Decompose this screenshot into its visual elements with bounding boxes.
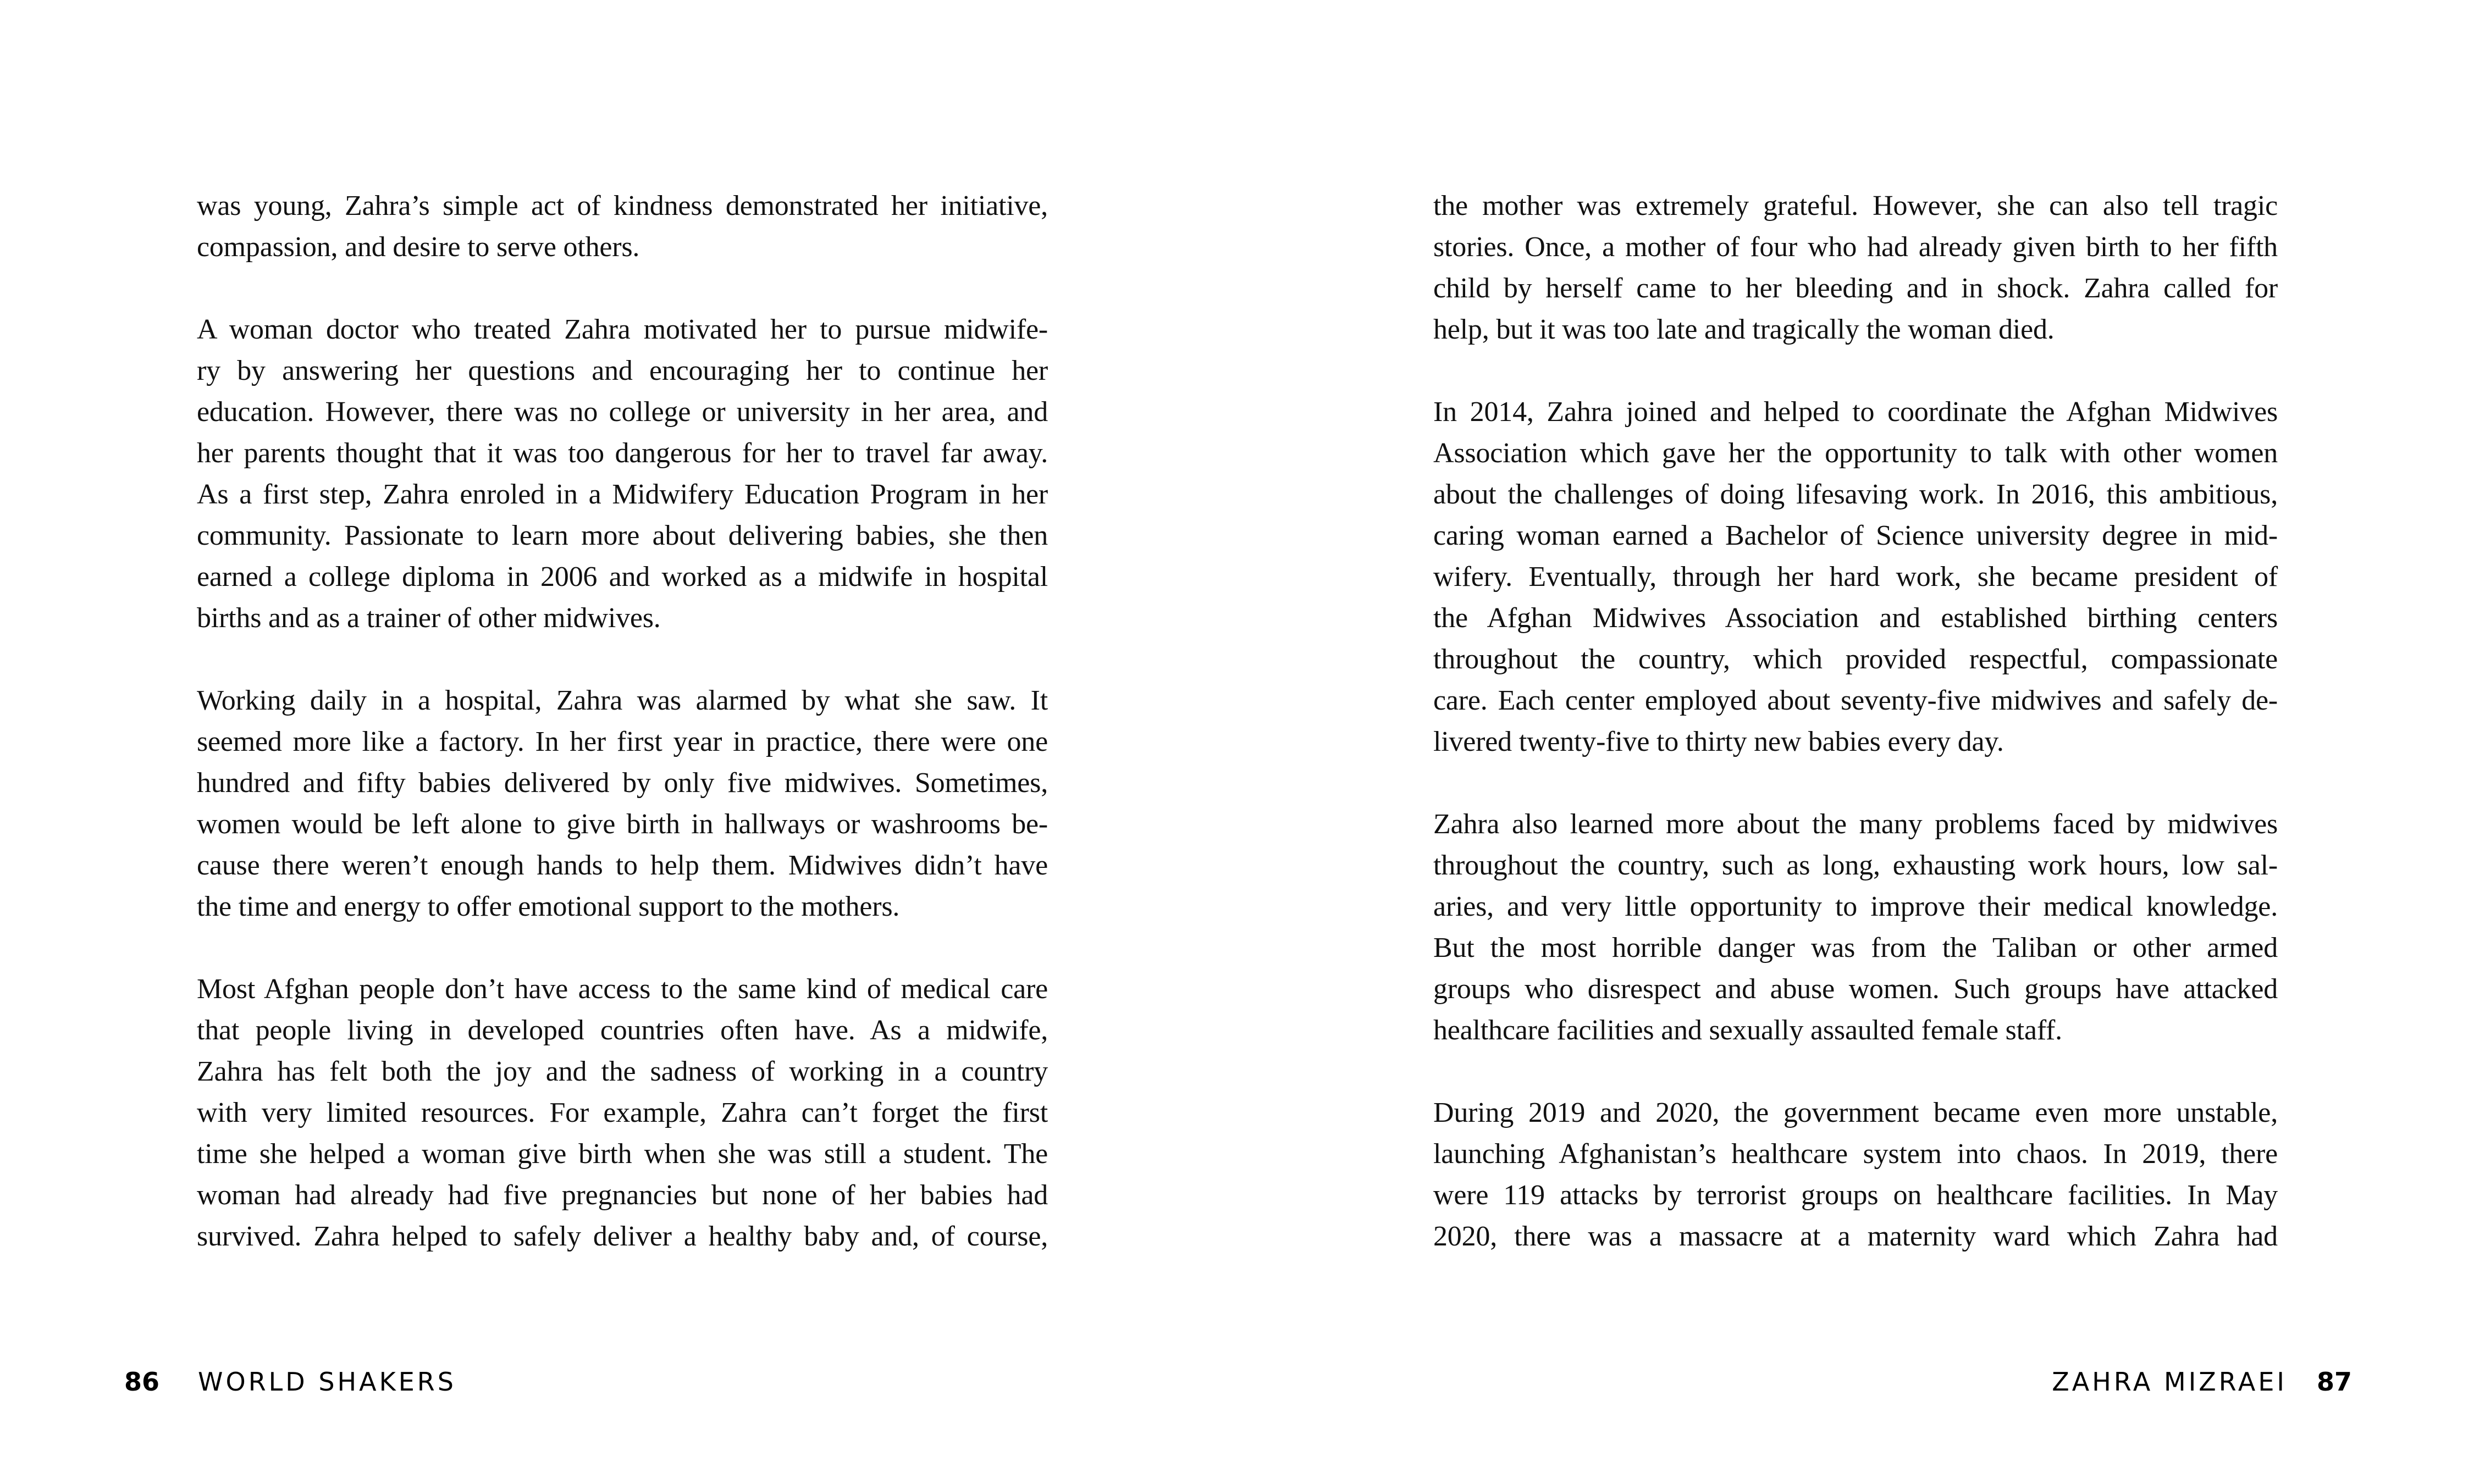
text-line: women would be left alone to give birth in hallways or washrooms be- [197,809,1048,840]
text-line: hundred and fifty babies delivered by only five midwives. Sometimes, [197,767,1048,799]
text-line: time she helped a woman give birth when she was still a student. The [197,1138,1048,1170]
text-line: survived. Zahra helped to safely deliver a healthy baby and, of course, [197,1221,1048,1252]
text-line: with very limited resources. For example, Zahra can’t forget the first [197,1097,1048,1128]
paragraph [1433,185,2278,350]
text-line: During 2019 and 2020, the government became even more unstable, [1433,1097,2278,1128]
text-line: Zahra also learned more about the many problems faced by midwives [1433,809,2278,840]
text-line: healthcare facilities and sexually assaulted female staff. [1433,1015,2062,1046]
paragraph [1433,1092,2278,1257]
right-text-column [1433,185,2278,1298]
text-line: help, but it was too late and tragically the woman died. [1433,314,2055,345]
text-line: throughout the country, such as long, exhausting work hours, low sal- [1433,850,2278,881]
text-line: In 2014, Zahra joined and helped to coordinate the Afghan Midwives [1433,396,2278,428]
text-line: 2020, there was a massacre at a maternity ward which Zahra had [1433,1221,2278,1252]
text-line: Association which gave her the opportunity to talk with other women [1433,438,2278,469]
text-line: As a first step, Zahra enroled in a Midwifery Education Program in her [197,479,1048,510]
text-line: Most Afghan people don’t have access to the same kind of medical care [197,973,1048,1005]
text-line: about the challenges of doing lifesaving work. In 2016, this ambitious, [1433,479,2278,510]
text-line: livered twenty-five to thirty new babies every day. [1433,726,2004,757]
text-line: groups who disrespect and abuse women. Such groups have attacked [1433,973,2278,1005]
text-line: caring woman earned a Bachelor of Science university degree in mid- [1433,520,2278,551]
text-line: A woman doctor who treated Zahra motivated her to pursue midwife- [197,314,1048,345]
text-line: the time and energy to offer emotional support to the mothers. [197,891,900,922]
text-line: But the most horrible danger was from the Taliban or other armed [1433,932,2278,964]
paragraph [1433,804,2278,1051]
paragraph [197,968,1048,1257]
text-line: community. Passionate to learn more about delivering babies, she then [197,520,1048,551]
text-line: child by herself came to her bleeding and in shock. Zahra called for [1433,273,2278,304]
running-head-chapter-title: ZAHRA MIZRAEI [2052,1367,2287,1397]
page-number: 87 [2316,1367,2352,1397]
paragraph [197,185,1048,268]
left-text-column [197,185,1048,1298]
text-line: ry by answering her questions and encouraging her to continue her [197,355,1048,386]
paragraph [197,309,1048,639]
text-line: education. However, there was no college or university in her area, and [197,396,1048,428]
text-line: wifery. Eventually, through her hard work, she became president of [1433,561,2278,593]
text-line: were 119 attacks by terrorist groups on healthcare facilities. In May [1433,1180,2278,1211]
text-line: the Afghan Midwives Association and established birthing centers [1433,602,2278,634]
text-line: Working daily in a hospital, Zahra was alarmed by what she saw. It [197,685,1048,716]
text-line: births and as a trainer of other midwives. [197,602,661,634]
text-line: stories. Once, a mother of four who had already given birth to her fifth [1433,231,2278,263]
right-page [1237,0,2474,1484]
text-line: her parents thought that it was too dangerous for her to travel far away. [197,438,1048,469]
text-line: care. Each center employed about seventy-five midwives and safely de- [1433,685,2278,716]
paragraph [197,680,1048,927]
text-line: was young, Zahra’s simple act of kindness demonstrated her initiative, [197,190,1048,222]
text-line: launching Afghanistan’s healthcare system into chaos. In 2019, there [1433,1138,2278,1170]
text-line: Zahra has felt both the joy and the sadness of working in a country [197,1056,1048,1087]
running-head-book-title: WORLD SHAKERS [198,1367,456,1397]
text-line: woman had already had five pregnancies but none of her babies had [197,1180,1048,1211]
page-number: 86 [124,1367,160,1397]
text-line: compassion, and desire to serve others. [197,231,640,263]
text-line: seemed more like a factory. In her first year in practice, there were one [197,726,1048,757]
text-line: aries, and very little opportunity to improve their medical knowledge. [1433,891,2278,922]
paragraph [1433,391,2278,762]
text-line: the mother was extremely grateful. However, she can also tell tragic [1433,190,2278,222]
text-line: earned a college diploma in 2006 and worked as a midwife in hospital [197,561,1048,593]
text-line: that people living in developed countries often have. As a midwife, [197,1015,1048,1046]
text-line: cause there weren’t enough hands to help them. Midwives didn’t have [197,850,1048,881]
text-line: throughout the country, which provided respectful, compassionate [1433,644,2278,675]
